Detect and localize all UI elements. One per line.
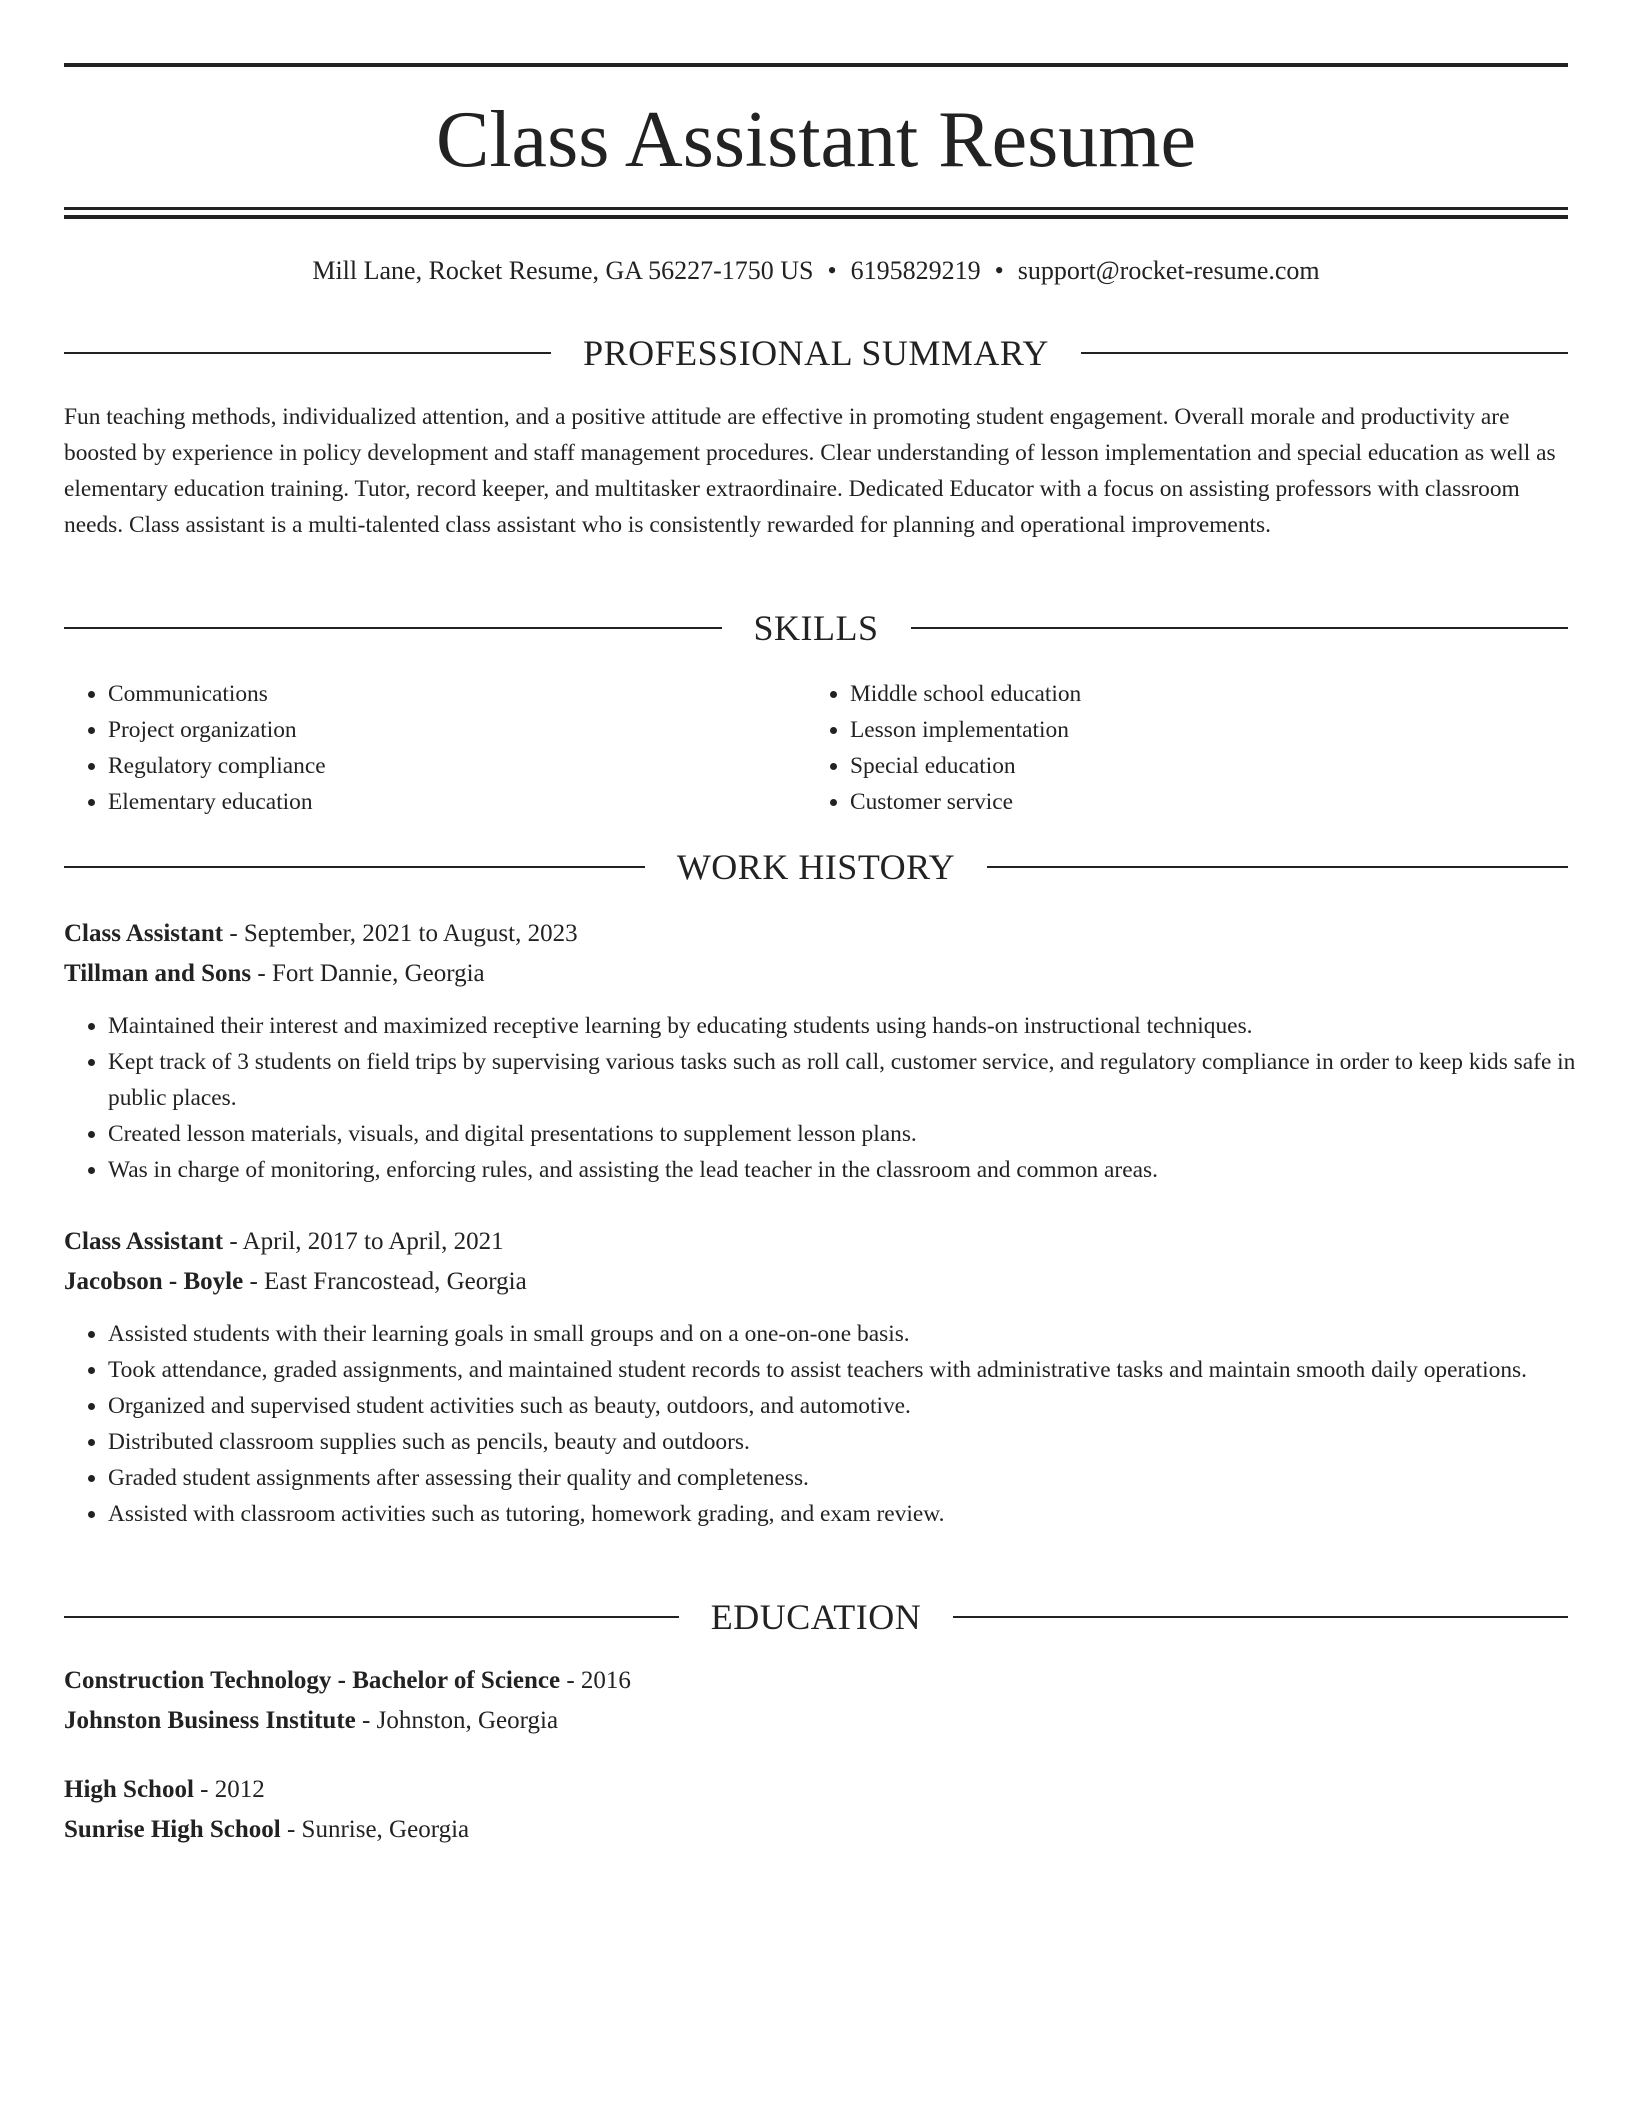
- contact-separator: •: [994, 256, 1004, 285]
- education-location: - Sunrise, Georgia: [280, 1816, 470, 1843]
- job-entry: [64, 914, 1568, 994]
- heading-rule: [64, 1616, 679, 1618]
- job-bullet: • Distributed classroom supplies such as pencils, beauty and outdoors.: [108, 1424, 1612, 1460]
- education-location: - Johnston, Georgia: [355, 1707, 559, 1734]
- job-title-line: [64, 914, 1568, 954]
- skill-item: • Middle school education: [850, 676, 1081, 712]
- heading-rule: [64, 866, 645, 868]
- job-title-line: [64, 1222, 1568, 1262]
- summary-section-heading: [64, 331, 1568, 375]
- job-bullet: • Organized and supervised student activities such as beauty, outdoors, and automotive.: [108, 1388, 1612, 1424]
- heading-rule: [1081, 352, 1568, 354]
- title-rule-upper: [64, 207, 1568, 210]
- education-degree: Construction Technology - Bachelor of Science: [64, 1667, 561, 1694]
- heading-rule: [64, 352, 551, 354]
- heading-rule: [953, 1616, 1568, 1618]
- skill-item: • Lesson implementation: [850, 712, 1081, 748]
- skill-item: • Special education: [850, 748, 1081, 784]
- education-entry: [64, 1770, 1568, 1850]
- job-bullet: • Maintained their interest and maximized receptive learning by educating students using hands-on instructional techniques.: [108, 1008, 1612, 1044]
- skill-item: • Regulatory compliance: [108, 748, 326, 784]
- education-entry: [64, 1661, 1568, 1741]
- skills-list-right: [806, 676, 1081, 820]
- summary-heading: PROFESSIONAL SUMMARY: [583, 333, 1049, 373]
- contact-separator: •: [827, 256, 837, 285]
- job-bullet: • Took attendance, graded assignments, and maintained student records to assist teachers with administrative tasks and maintain smooth daily operations.: [108, 1352, 1612, 1388]
- job-bullets: [64, 1008, 1612, 1188]
- job-company: Tillman and Sons: [64, 960, 252, 987]
- job-location: - East Francostead, Georgia: [243, 1268, 527, 1295]
- education-school-line: [64, 1810, 1568, 1850]
- job-bullet: • Assisted students with their learning goals in small groups and on a one-on-one basis.: [108, 1316, 1612, 1352]
- job-bullet: • Created lesson materials, visuals, and digital presentations to supplement lesson plans.: [108, 1116, 1612, 1152]
- heading-rule: [64, 627, 722, 629]
- contact-phone: 6195829219: [850, 256, 981, 285]
- job-company: Jacobson - Boyle: [64, 1268, 244, 1295]
- skill-item: • Elementary education: [108, 784, 326, 820]
- education-heading: EDUCATION: [710, 1597, 922, 1637]
- education-school: Johnston Business Institute: [64, 1707, 356, 1734]
- job-bullet: • Graded student assignments after assessing their quality and completeness.: [108, 1460, 1612, 1496]
- skill-item: • Project organization: [108, 712, 326, 748]
- job-company-line: [64, 954, 1568, 994]
- summary-text: Fun teaching methods, individualized attention, and a positive attitude are effective in promoting student engagement. Overall morale and productivity are boosted by experience in policy development and staff management procedures. Clear understanding of lesson implementation and special education as well as elementary education training. Tutor, record keeper, and multitasker extraordinaire. Dedicated Educator with a focus on assisting professors with classroom needs. Class assistant is a multi-talented class assistant who is consistently rewarded for planning and operational improvements.: [64, 404, 1556, 538]
- job-bullets: [64, 1316, 1612, 1532]
- heading-rule: [987, 866, 1568, 868]
- job-bullet: • Kept track of 3 students on field trips by supervising various tasks such as roll call, customer service, and regulatory compliance in order to keep kids safe in public places.: [108, 1044, 1612, 1116]
- top-rule: [64, 63, 1568, 67]
- education-school-line: [64, 1701, 1568, 1741]
- job-bullet: • Was in charge of monitoring, enforcing rules, and assisting the lead teacher in the classroom and common areas.: [108, 1152, 1612, 1188]
- job-company-line: [64, 1262, 1568, 1302]
- job-dates: - April, 2017 to April, 2021: [223, 1228, 504, 1255]
- resume-title: Class Assistant Resume: [435, 96, 1197, 184]
- skills-section-heading: [64, 606, 1568, 650]
- heading-rule: [911, 627, 1569, 629]
- skill-item: • Communications: [108, 676, 326, 712]
- job-title: Class Assistant: [64, 1228, 224, 1255]
- skills-heading: SKILLS: [753, 608, 879, 648]
- work-section-heading: [64, 845, 1568, 889]
- contact-address: Mill Lane, Rocket Resume, GA 56227-1750 US: [312, 256, 814, 285]
- education-section-heading: [64, 1595, 1568, 1639]
- education-school: Sunrise High School: [64, 1816, 281, 1843]
- skill-item: • Customer service: [850, 784, 1081, 820]
- skills-list-left: [64, 676, 326, 820]
- job-entry: [64, 1222, 1568, 1302]
- education-degree: High School: [64, 1776, 194, 1803]
- contact-email: support@rocket-resume.com: [1017, 256, 1320, 285]
- job-bullet: • Assisted with classroom activities such as tutoring, homework grading, and exam review.: [108, 1496, 1612, 1532]
- education-year: - 2012: [193, 1776, 265, 1803]
- work-heading: WORK HISTORY: [676, 847, 956, 887]
- contact-line: [64, 254, 1568, 288]
- job-dates: - September, 2021 to August, 2023: [223, 920, 578, 947]
- job-location: - Fort Dannie, Georgia: [251, 960, 485, 987]
- job-title: Class Assistant: [64, 920, 224, 947]
- education-degree-line: [64, 1661, 1568, 1701]
- education-degree-line: [64, 1770, 1568, 1810]
- education-year: - 2016: [560, 1667, 631, 1694]
- title-rule-lower: [64, 215, 1568, 219]
